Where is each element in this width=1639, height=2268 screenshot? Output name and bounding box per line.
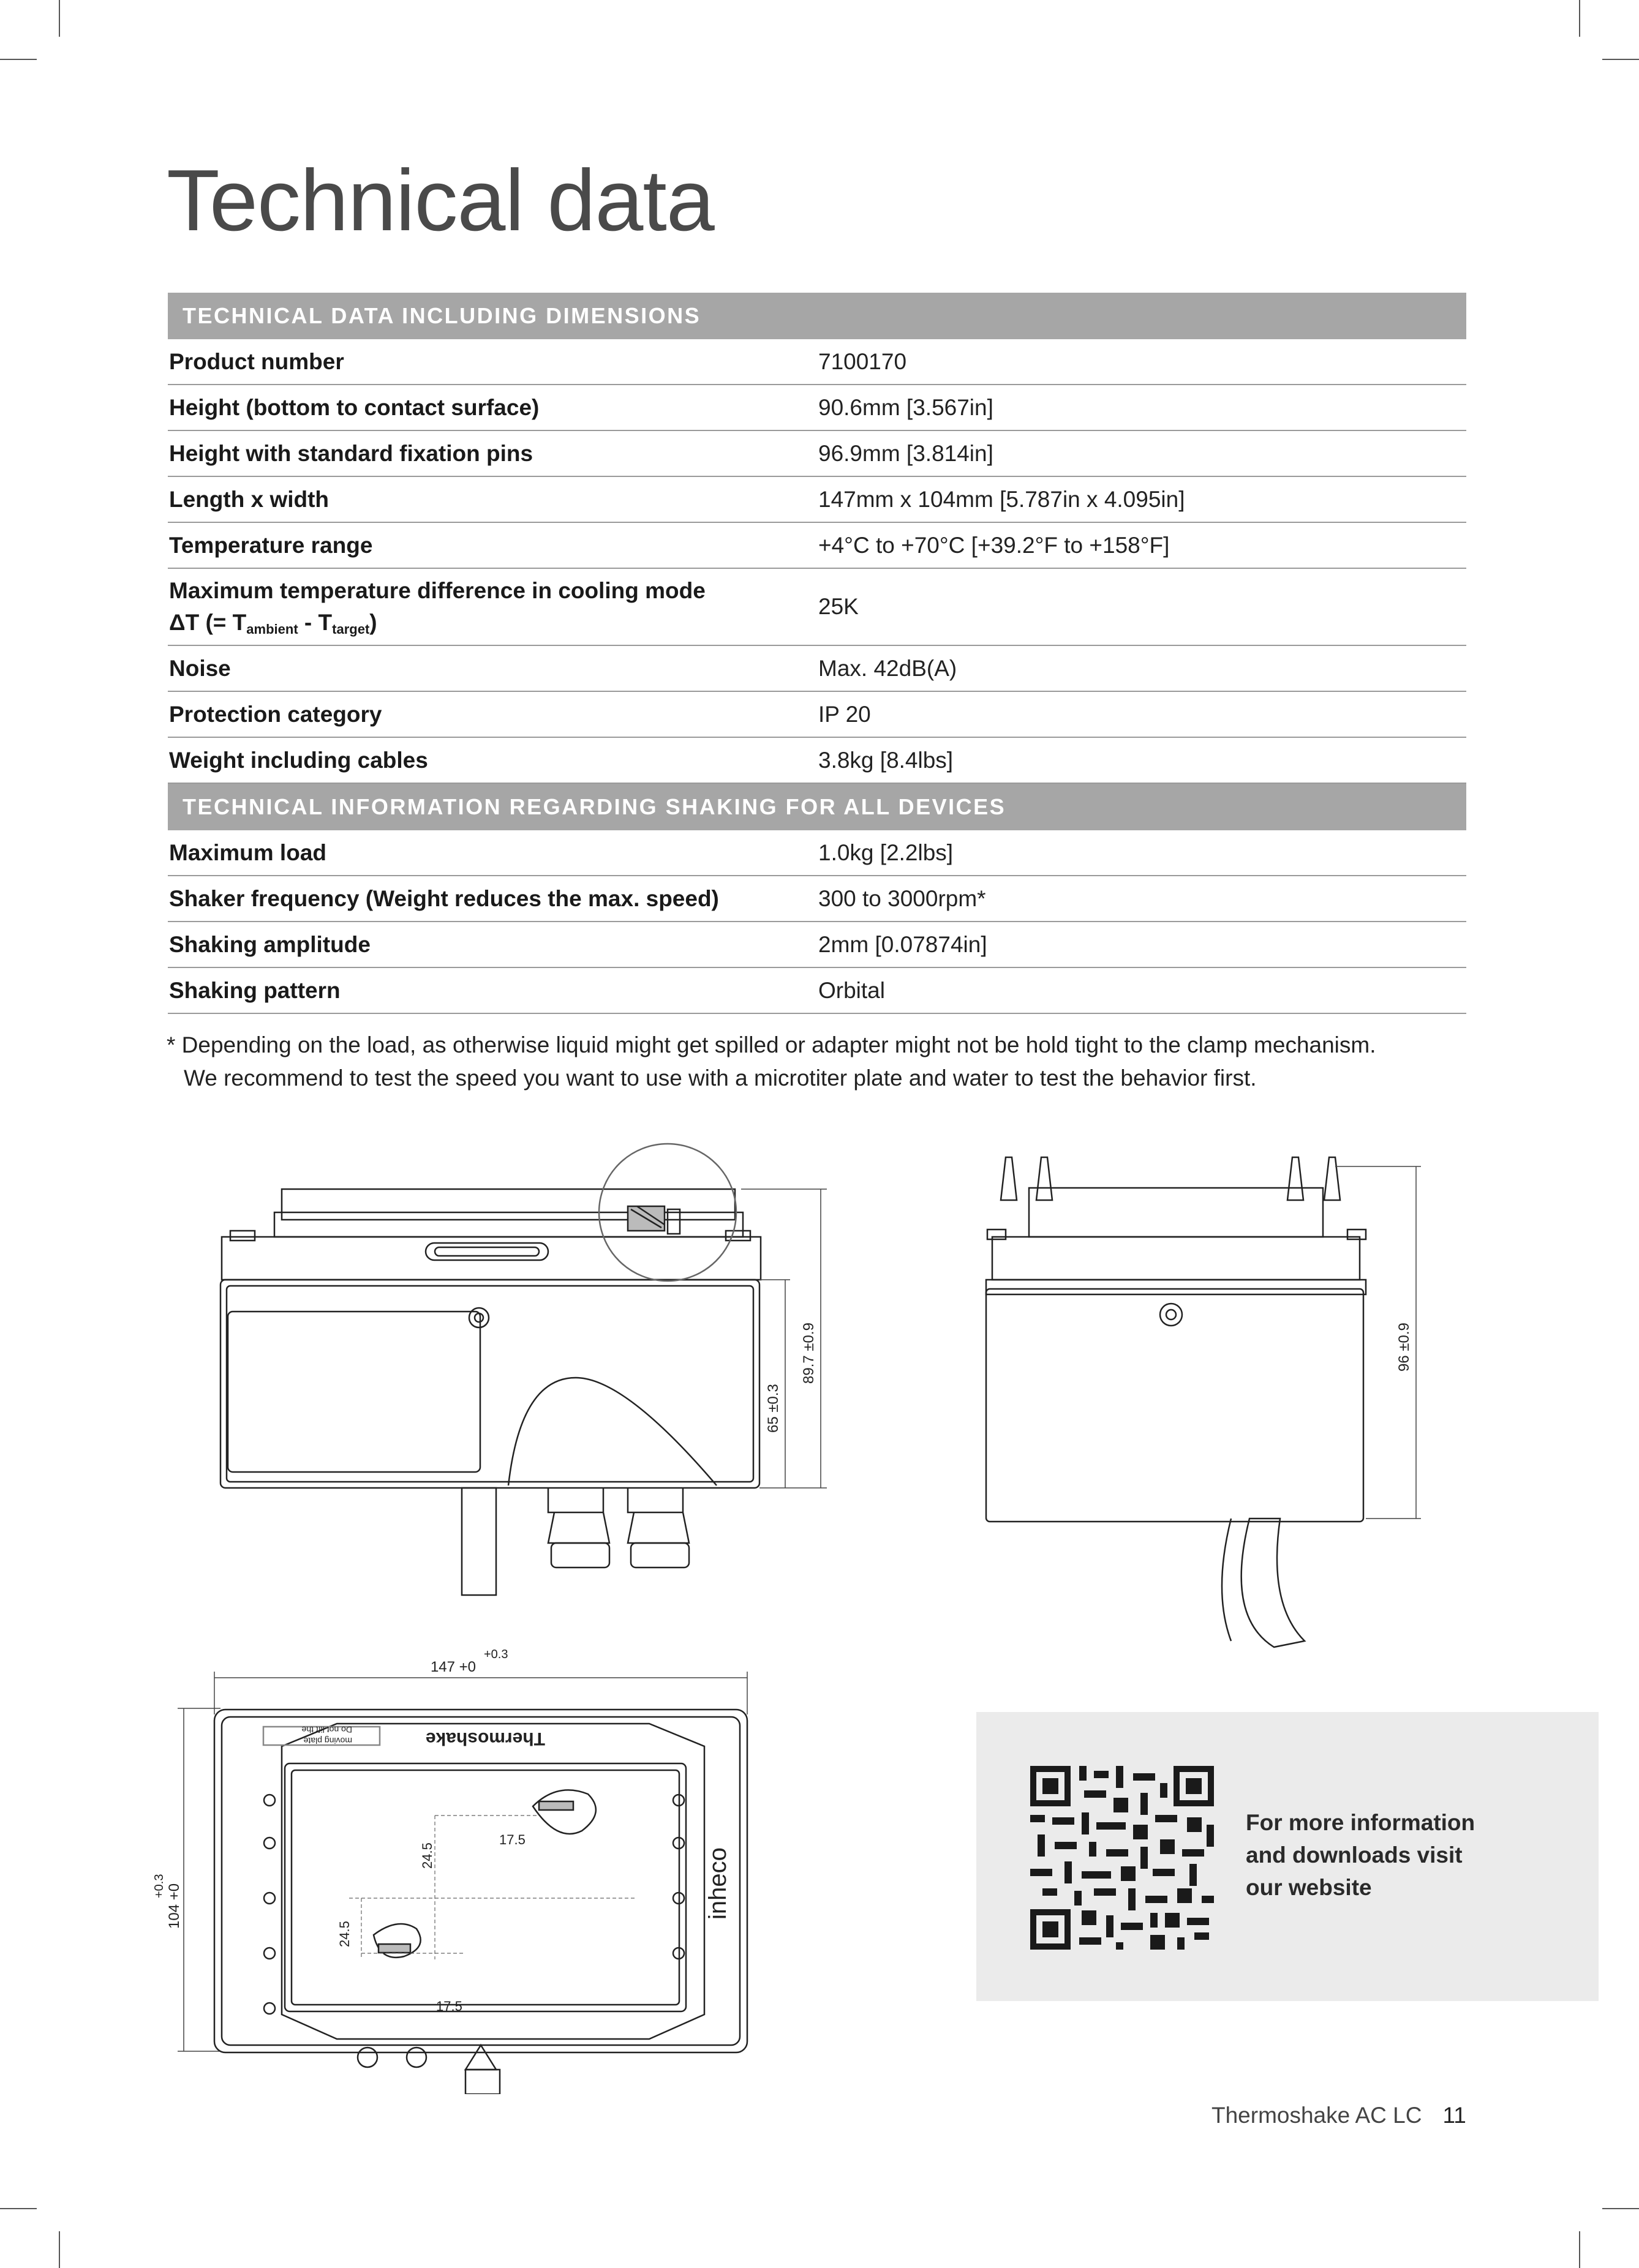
warning-line2: moving plate — [303, 1736, 352, 1746]
table-row — [168, 385, 1466, 430]
crop-mark — [59, 0, 60, 37]
crop-mark — [0, 59, 37, 60]
row-label: Length x width — [168, 476, 817, 522]
row-value: +4°C to +70°C [+39.2°F to +158°F] — [817, 522, 1466, 568]
qr-text-line3: our website — [1246, 1875, 1372, 1900]
table-row — [168, 876, 1466, 922]
dim-total-side-label: 96 ±0.9 — [1396, 1323, 1412, 1372]
dim-width-label: 104 +0 — [166, 1883, 183, 1929]
table-row — [168, 922, 1466, 967]
delta-formula — [169, 607, 817, 639]
row-value: 7100170 — [817, 339, 1466, 385]
dim-a-label: 24.5 — [420, 1842, 435, 1869]
side-view-drawing — [980, 1151, 1445, 1672]
dim-total-label: 89.7 ±0.9 — [801, 1323, 817, 1384]
row-value: Orbital — [817, 967, 1466, 1013]
footnote — [167, 1029, 1483, 1095]
delta-middle: - T — [298, 609, 333, 635]
row-label-line1: Maximum temperature difference in cooling mode — [169, 577, 706, 603]
row-value: 3.8kg [8.4lbs] — [817, 737, 1466, 783]
delta-suffix: ) — [369, 609, 377, 635]
crop-mark — [0, 2208, 37, 2209]
row-label: Maximum load — [168, 830, 817, 876]
row-label: Shaker frequency (Weight reduces the max. speed) — [168, 876, 817, 922]
section-header: TECHNICAL INFORMATION REGARDING SHAKING FOR ALL DEVICES — [168, 783, 1466, 830]
product-label: Thermoshake — [425, 1729, 545, 1749]
qr-text-line1: For more information — [1246, 1810, 1475, 1835]
spec-table — [168, 293, 1466, 1014]
brand-label: inheco — [704, 1847, 731, 1920]
warning-line1: Do not lift the — [301, 1725, 352, 1735]
row-value: Max. 42dB(A) — [817, 645, 1466, 691]
qr-text-line2: and downloads visit — [1246, 1842, 1463, 1868]
qr-info-text — [1246, 1806, 1540, 1904]
row-value: 90.6mm [3.567in] — [817, 385, 1466, 430]
section-header: TECHNICAL DATA INCLUDING DIMENSIONS — [168, 293, 1466, 339]
qr-info-box — [976, 1712, 1599, 2001]
table-row — [168, 967, 1466, 1013]
row-label: Shaking amplitude — [168, 922, 817, 967]
crop-mark — [1602, 59, 1639, 60]
qr-code-icon[interactable] — [1030, 1766, 1214, 1950]
table-row — [168, 830, 1466, 876]
row-label: Height (bottom to contact surface) — [168, 385, 817, 430]
page-footer — [1211, 2103, 1466, 2128]
table-row — [168, 691, 1466, 737]
row-label: Protection category — [168, 691, 817, 737]
dim-width-tol: +0.3 — [153, 1874, 166, 1898]
page-title: Technical data — [167, 152, 714, 249]
crop-mark — [1602, 2208, 1639, 2209]
front-view-drawing — [202, 1121, 851, 1610]
row-value: 300 to 3000rpm* — [817, 876, 1466, 922]
crop-mark — [1579, 0, 1580, 37]
row-value: IP 20 — [817, 691, 1466, 737]
dim-length-label: 147 +0 — [430, 1659, 477, 1675]
footer-product-name: Thermoshake AC LC — [1211, 2103, 1422, 2128]
dim-body-label: 65 ±0.3 — [765, 1384, 782, 1433]
dim-c-label: 24.5 — [337, 1921, 352, 1947]
table-row — [168, 476, 1466, 522]
dim-b-label: 17.5 — [499, 1832, 526, 1847]
row-label — [168, 568, 817, 645]
top-view-drawing — [147, 1641, 772, 2094]
table-row — [168, 339, 1466, 385]
row-value: 96.9mm [3.814in] — [817, 430, 1466, 476]
delta-sub-target: target — [332, 621, 370, 637]
page-number: 11 — [1442, 2103, 1466, 2128]
footnote-line2: We recommend to test the speed you want to use with a microtiter plate and water to test the behavior first. — [184, 1065, 1257, 1091]
row-label: Height with standard fixation pins — [168, 430, 817, 476]
table-row — [168, 430, 1466, 476]
table-row — [168, 737, 1466, 783]
row-value: 2mm [0.07874in] — [817, 922, 1466, 967]
delta-sub-ambient: ambient — [246, 621, 298, 637]
row-value: 147mm x 104mm [5.787in x 4.095in] — [817, 476, 1466, 522]
dim-length-tol: +0.3 — [484, 1648, 508, 1661]
delta-prefix: ΔT (= T — [169, 609, 247, 635]
row-label: Shaking pattern — [168, 967, 817, 1013]
footnote-line1: * Depending on the load, as otherwise liquid might get spilled or adapter might not be hold tight to the clamp mechanism. — [167, 1032, 1376, 1057]
crop-mark — [59, 2231, 60, 2268]
row-value: 25K — [817, 568, 1466, 645]
table-row — [168, 568, 1466, 645]
row-label: Product number — [168, 339, 817, 385]
crop-mark — [1579, 2231, 1580, 2268]
table-row — [168, 645, 1466, 691]
table-row — [168, 522, 1466, 568]
row-label: Noise — [168, 645, 817, 691]
dim-d-label: 17.5 — [436, 1999, 462, 2014]
row-value: 1.0kg [2.2lbs] — [817, 830, 1466, 876]
row-label: Temperature range — [168, 522, 817, 568]
row-label: Weight including cables — [168, 737, 817, 783]
